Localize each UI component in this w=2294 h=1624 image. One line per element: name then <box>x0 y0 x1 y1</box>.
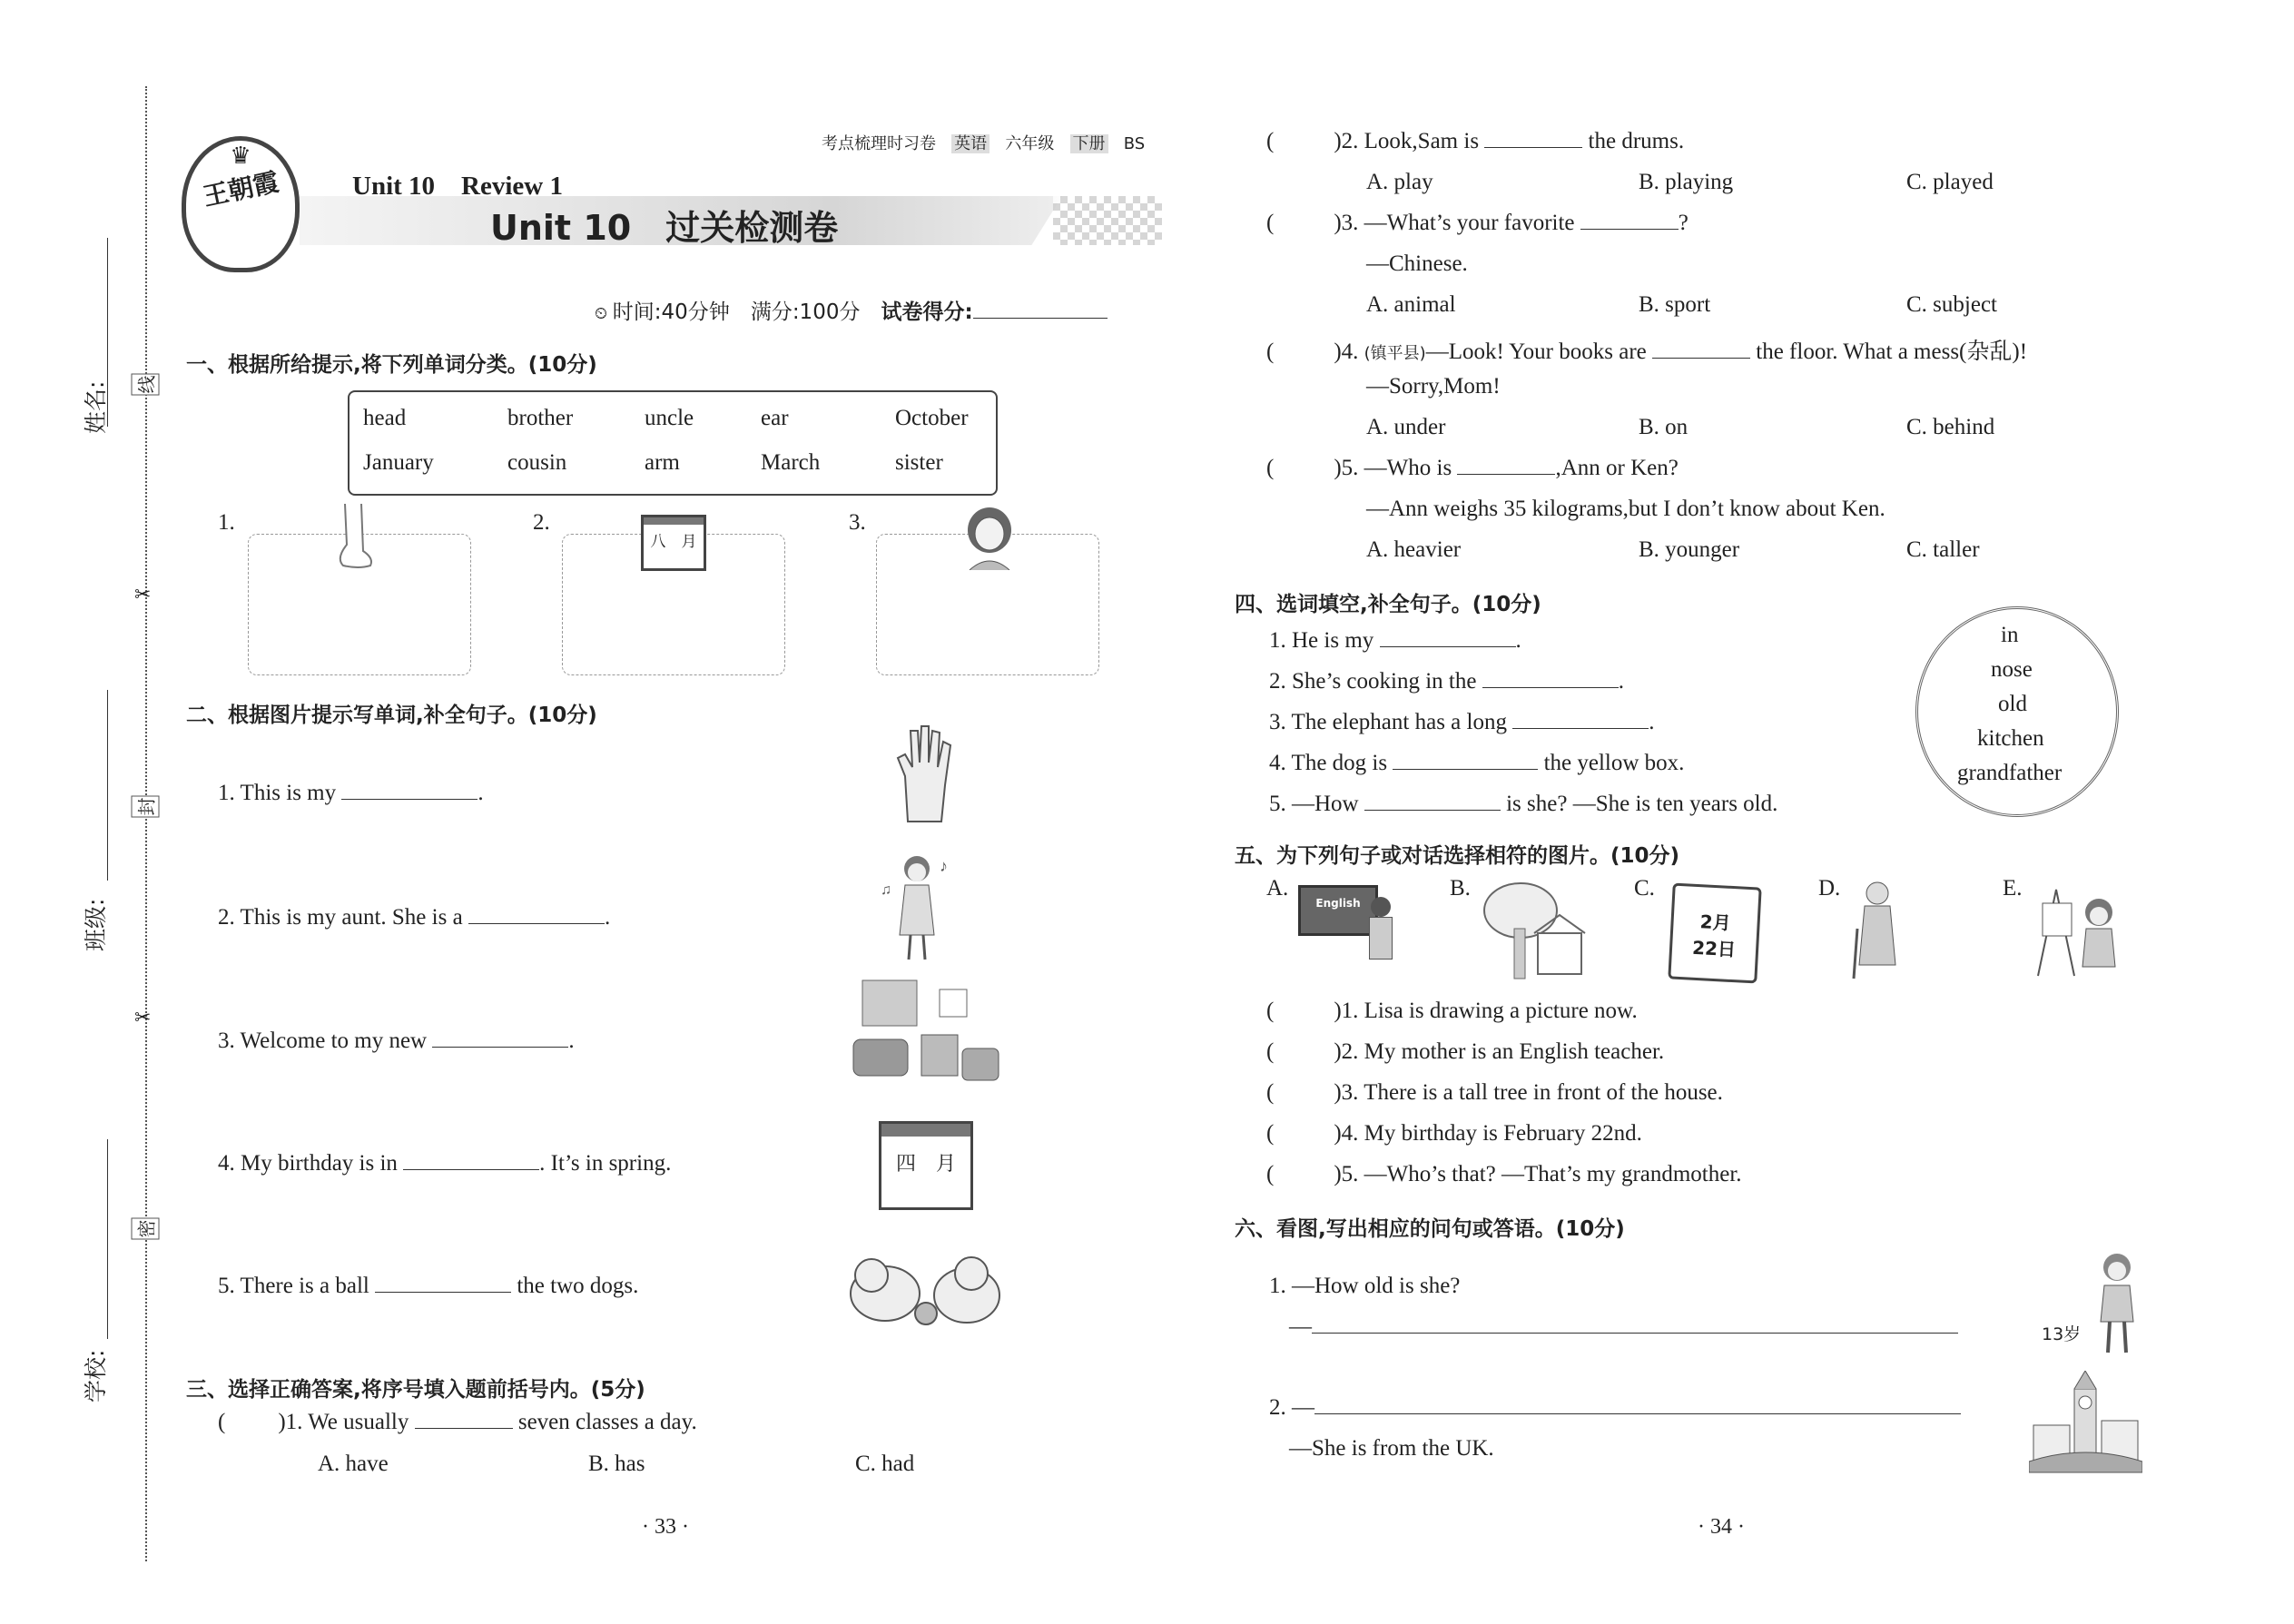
answer-blank[interactable] <box>468 905 605 924</box>
edition-label: BS <box>1123 134 1146 153</box>
calendar-image: 八 月 <box>641 515 706 571</box>
dogs-image <box>844 1248 1008 1330</box>
calendar-feb-image: 2月 22日 <box>1668 883 1761 984</box>
option-a: A. under <box>1366 415 1446 439</box>
answer-blank[interactable] <box>1393 751 1538 770</box>
sec3-item-3-reply: —Chinese. <box>1366 251 1468 276</box>
tree-house-image <box>1480 879 1589 980</box>
side-school-line <box>107 1139 108 1339</box>
sec6-item-2-question: 2. — <box>1269 1395 1961 1421</box>
side-class-line <box>107 690 108 881</box>
girl-drawing-image <box>2033 885 2124 980</box>
side-char-mi: 密 <box>132 1218 160 1240</box>
sec5-title: 五、为下列句子或对话选择相符的图片。(10分) <box>1235 844 1680 868</box>
sec2-title: 二、根据图片提示写单词,补全句子。(10分) <box>186 704 597 727</box>
singer-image <box>876 849 967 962</box>
svg-text:♫: ♫ <box>881 882 891 898</box>
option-a: A. animal <box>1366 292 1456 317</box>
option-b: B. has <box>588 1452 645 1476</box>
unit-en: Unit 10 Review 1 <box>352 172 563 201</box>
crown-icon: ♛ <box>230 143 251 169</box>
answer-line[interactable] <box>1314 1395 1961 1414</box>
option-c: C. behind <box>1906 415 1995 439</box>
term-label: 下册 <box>1070 134 1108 153</box>
option-b: B. sport <box>1639 292 1711 317</box>
option-a: A. have <box>318 1452 389 1476</box>
page-number-left: · 33 · <box>642 1515 689 1539</box>
sec1-title: 一、根据所给提示,将下列单词分类。(10分) <box>186 353 597 377</box>
side-school-label: 学校: <box>83 1349 109 1403</box>
option-c: C. taller <box>1906 537 1980 562</box>
logo-badge <box>182 136 300 272</box>
sec3-item-5-reply: —Ann weighs 35 kilograms,but I don’t know about Ken. <box>1366 497 1885 521</box>
option-b: B. playing <box>1639 170 1734 194</box>
word-sister: sister <box>895 450 943 475</box>
box-num-2: 2. <box>533 510 550 535</box>
sec6-title: 六、看图,写出相应的问句或答语。(10分) <box>1235 1217 1625 1241</box>
bedroom-image <box>849 976 1003 1085</box>
svg-text:♪: ♪ <box>940 857 948 875</box>
side-class-label: 班级: <box>83 898 109 951</box>
answer-blank[interactable] <box>415 1410 513 1429</box>
sec3-title: 三、选择正确答案,将序号填入题前括号内。(5分) <box>186 1378 645 1402</box>
bank-word-nose: nose <box>1991 657 2033 682</box>
hand-image <box>894 722 958 826</box>
logo-text: 王朝霞 <box>200 166 281 212</box>
sec4-item-2: 2. She’s cooking in the . <box>1269 669 1624 694</box>
answer-blank[interactable] <box>1380 628 1516 647</box>
box-num-1: 1. <box>218 510 235 535</box>
pic-label-a: A. <box>1266 876 1289 901</box>
sec2-item-3: 3. Welcome to my new . <box>218 1029 575 1053</box>
english-teacher-image: English <box>1296 881 1396 980</box>
sec5-item-1: ( )1. Lisa is drawing a picture now. <box>1266 999 1638 1023</box>
option-b: B. on <box>1639 415 1689 439</box>
side-name-label: 姓名: <box>83 380 109 434</box>
uk-landmark-image <box>2029 1371 2142 1475</box>
sec2-item-5: 5. There is a ball the two dogs. <box>218 1274 639 1298</box>
answer-blank[interactable] <box>1512 710 1649 729</box>
word-january: January <box>363 450 434 475</box>
sec2-item-1: 1. This is my . <box>218 781 484 805</box>
option-b: B. younger <box>1639 537 1740 562</box>
girl-age-image <box>2090 1251 2144 1355</box>
answer-blank[interactable] <box>1652 340 1750 359</box>
side-char-feng: 封 <box>132 796 160 818</box>
answer-blank[interactable] <box>1364 792 1501 811</box>
time-label: 时间:40分钟 <box>612 300 730 324</box>
sec4-item-3: 3. The elephant has a long . <box>1269 710 1655 734</box>
bank-word-kitchen: kitchen <box>1977 726 2044 751</box>
sec6-item-2-answer: —She is from the UK. <box>1289 1436 1494 1461</box>
word-arm: arm <box>645 450 680 475</box>
header-meta <box>822 131 1145 154</box>
sec3-item-3: ( )3. —What’s your favorite ? <box>1266 211 1689 235</box>
answer-blank[interactable] <box>1457 456 1555 475</box>
sec2-item-4: 4. My birthday is in . It’s in spring. <box>218 1151 672 1176</box>
sec5-item-3: ( )3. There is a tall tree in front of the house. <box>1266 1080 1723 1105</box>
option-c: C. played <box>1906 170 1994 194</box>
grade-label: 六年级 <box>1005 134 1055 153</box>
answer-blank[interactable] <box>1484 129 1582 148</box>
full-mark-label: 满分:100分 <box>750 300 861 324</box>
bank-word-old: old <box>1998 692 2027 716</box>
scissors-icon: ✂ <box>134 583 152 605</box>
sec6-item-1-answer: — <box>1289 1314 1958 1340</box>
answer-blank[interactable] <box>1580 211 1679 230</box>
calendar-april-image: 四 月 <box>879 1121 973 1210</box>
clock-icon: ⏲ <box>595 304 608 322</box>
sec4-title: 四、选词填空,补全句子。(10分) <box>1235 593 1541 616</box>
sec3-item-2: ( )2. Look,Sam is the drums. <box>1266 129 1685 153</box>
pic-label-b: B. <box>1450 876 1471 901</box>
checker-pattern <box>1053 196 1162 245</box>
subject-label: 英语 <box>951 134 989 153</box>
answer-blank[interactable] <box>341 781 478 800</box>
word-cousin: cousin <box>507 450 567 475</box>
option-a: A. heavier <box>1366 537 1462 562</box>
sec4-item-5: 5. —How is she? —She is ten years old. <box>1269 792 1778 816</box>
foot-image <box>327 504 381 572</box>
sec4-item-4: 4. The dog is the yellow box. <box>1269 751 1685 775</box>
age-note: 13岁 <box>2042 1324 2082 1344</box>
sec2-item-2: 2. This is my aunt. She is a . <box>218 905 611 930</box>
pic-label-c: C. <box>1634 876 1655 901</box>
word-brother: brother <box>507 406 574 430</box>
sec3-item-1: ( )1. We usually seven classes a day. <box>218 1410 697 1434</box>
score-label: 试卷得分: <box>881 300 973 324</box>
answer-blank[interactable] <box>403 1151 539 1170</box>
pic-label-d: D. <box>1818 876 1841 901</box>
sec5-item-5: ( )5. —Who’s that? —That’s my grandmother. <box>1266 1162 1742 1186</box>
girl-image <box>962 505 1017 570</box>
score-field[interactable] <box>973 300 1108 319</box>
side-name-line <box>107 238 108 427</box>
answer-line[interactable] <box>1312 1314 1958 1334</box>
word-march: March <box>761 450 821 475</box>
option-c: C. subject <box>1906 292 1997 317</box>
binding-dotted-line <box>145 86 147 1561</box>
bank-word-in: in <box>2001 623 2019 647</box>
answer-blank[interactable] <box>375 1274 511 1293</box>
side-char-xian: 线 <box>132 374 160 396</box>
score-row <box>595 295 1108 325</box>
sec5-item-4: ( )4. My birthday is February 22nd. <box>1266 1121 1642 1146</box>
option-c: C. had <box>855 1452 915 1476</box>
answer-blank[interactable] <box>432 1029 568 1048</box>
sec6-item-1-question: 1. —How old is she? <box>1269 1274 1461 1298</box>
word-head: head <box>363 406 407 430</box>
sec3-item-4: ( )4. (镇平县)—Look! Your books are the floor. What a mess(杂乱)! <box>1266 340 2028 364</box>
bank-word-grandfather: grandfather <box>1957 761 2063 785</box>
sec3-item-5: ( )5. —Who is ,Ann or Ken? <box>1266 456 1679 480</box>
pic-label-e: E. <box>2003 876 2023 901</box>
option-a: A. play <box>1366 170 1433 194</box>
word-uncle: uncle <box>645 406 694 430</box>
grandmother-image <box>1850 879 1905 980</box>
sec4-item-1: 1. He is my . <box>1269 628 1521 653</box>
sec5-item-2: ( )2. My mother is an English teacher. <box>1266 1039 1665 1064</box>
word-october: October <box>895 406 969 430</box>
box-num-3: 3. <box>849 510 866 535</box>
series-label: 考点梳理时习卷 <box>822 134 936 153</box>
page-title: Unit 10 过关检测卷 <box>490 208 839 248</box>
page-number-right: · 34 · <box>1698 1515 1745 1539</box>
sec3-item-4-reply: —Sorry,Mom! <box>1366 374 1501 399</box>
scissors-icon: ✂ <box>134 1006 152 1029</box>
answer-blank[interactable] <box>1482 669 1619 688</box>
word-ear: ear <box>761 406 789 430</box>
